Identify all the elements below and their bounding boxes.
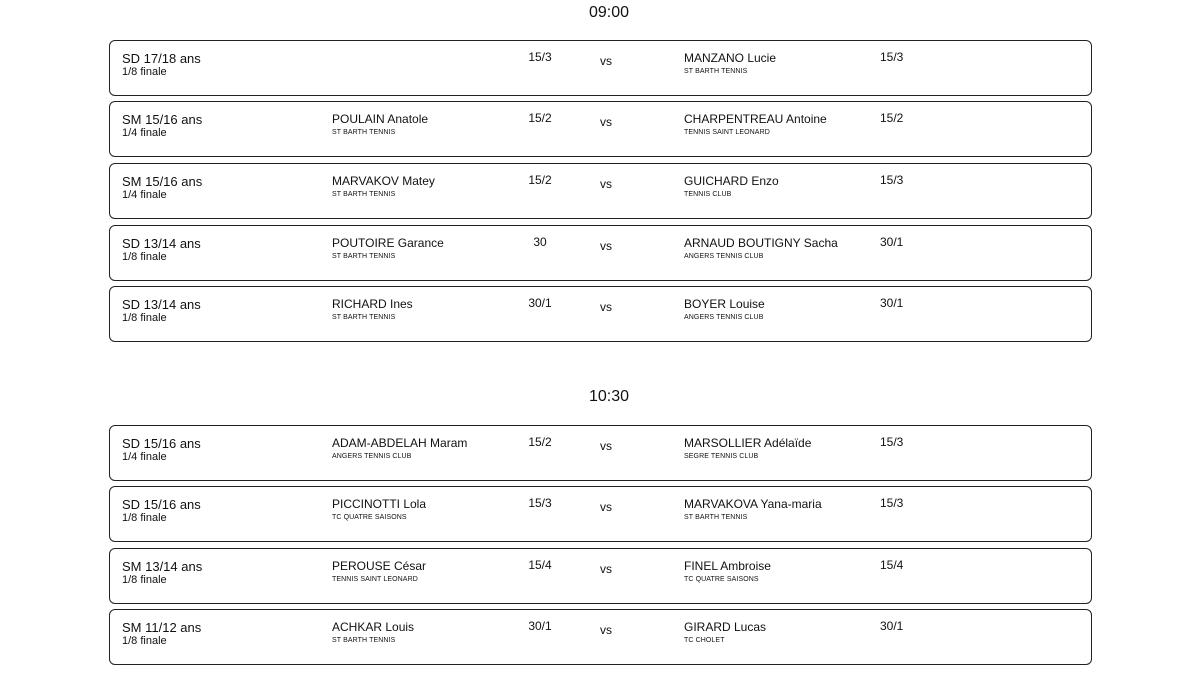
player1-name: POUTOIRE Garance	[332, 236, 444, 250]
player2-club: SEGRE TENNIS CLUB	[684, 453, 759, 460]
vs-label: vs	[600, 115, 612, 129]
vs-label: vs	[600, 300, 612, 314]
player2-rank: 30/1	[880, 296, 904, 310]
player1-rank: 30	[533, 235, 547, 249]
vs-label: vs	[600, 239, 612, 253]
player1-club: ST BARTH TENNIS	[332, 314, 396, 321]
player2-name: ARNAUD BOUTIGNY Sacha	[684, 236, 838, 250]
session-time-header: 10:30	[588, 388, 630, 405]
vs-label: vs	[600, 500, 612, 514]
player1-club: ANGERS TENNIS CLUB	[332, 453, 412, 460]
player1-club: TC QUATRE SAISONS	[332, 514, 407, 521]
match-round: 1/8 finale	[122, 312, 167, 324]
match-card	[109, 548, 1092, 604]
match-category: SM 15/16 ans	[122, 174, 203, 189]
player2-rank: 30/1	[880, 235, 904, 249]
player2-name: MANZANO Lucie	[684, 51, 777, 65]
match-round: 1/4 finale	[122, 127, 167, 139]
player2-rank: 15/3	[880, 173, 904, 187]
player1-rank: 15/3	[528, 50, 552, 64]
player1-rank: 15/2	[528, 435, 552, 449]
match-card	[109, 609, 1092, 665]
player1-name: RICHARD Ines	[332, 297, 413, 311]
player2-name: MARVAKOVA Yana-maria	[684, 497, 822, 511]
player2-rank: 15/4	[880, 558, 904, 572]
match-round: 1/8 finale	[122, 512, 167, 524]
match-category: SM 11/12 ans	[122, 620, 202, 635]
player2-name: MARSOLLIER Adélaïde	[684, 436, 812, 450]
vs-label: vs	[600, 623, 612, 637]
player1-club: ST BARTH TENNIS	[332, 253, 396, 260]
player2-name: FINEL Ambroise	[684, 559, 771, 573]
player2-name: BOYER Louise	[684, 297, 765, 311]
vs-label: vs	[600, 177, 612, 191]
player1-rank: 30/1	[528, 619, 552, 633]
player1-rank: 15/2	[528, 173, 552, 187]
player2-name: GIRARD Lucas	[684, 620, 767, 634]
match-category: SD 13/14 ans	[122, 297, 201, 312]
player2-club: ANGERS TENNIS CLUB	[684, 253, 764, 260]
player2-club: TENNIS SAINT LEONARD	[684, 129, 770, 136]
match-round: 1/8 finale	[122, 66, 167, 78]
match-card	[109, 40, 1092, 96]
player2-rank: 15/3	[880, 496, 904, 510]
player2-club: TENNIS CLUB	[684, 191, 732, 198]
player1-name: PEROUSE César	[332, 559, 427, 573]
player1-name: ADAM-ABDELAH Maram	[332, 436, 468, 450]
player2-rank: 15/3	[880, 435, 904, 449]
match-round: 1/4 finale	[122, 451, 167, 463]
match-category: SD 17/18 ans	[122, 51, 201, 66]
match-round: 1/8 finale	[122, 635, 167, 647]
vs-label: vs	[600, 439, 612, 453]
player1-name: POULAIN Anatole	[332, 112, 429, 126]
match-round: 1/8 finale	[122, 251, 167, 263]
match-category: SM 15/16 ans	[122, 112, 203, 127]
match-category: SM 13/14 ans	[122, 559, 203, 574]
player2-club: ST BARTH TENNIS	[684, 514, 748, 521]
player2-rank: 15/2	[880, 111, 904, 125]
player1-rank: 15/3	[528, 496, 552, 510]
player2-club: ANGERS TENNIS CLUB	[684, 314, 764, 321]
player1-club: ST BARTH TENNIS	[332, 191, 396, 198]
vs-label: vs	[600, 562, 612, 576]
vs-label: vs	[600, 54, 612, 68]
match-card	[109, 286, 1092, 342]
match-round: 1/4 finale	[122, 189, 167, 201]
player2-name: GUICHARD Enzo	[684, 174, 779, 188]
player1-club: ST BARTH TENNIS	[332, 129, 396, 136]
player2-club: TC CHOLET	[684, 637, 725, 644]
player1-name: ACHKAR Louis	[332, 620, 415, 634]
player1-rank: 30/1	[528, 296, 552, 310]
match-category: SD 13/14 ans	[122, 236, 201, 251]
player1-name: PICCINOTTI Lola	[332, 497, 427, 511]
player1-rank: 15/4	[528, 558, 552, 572]
player1-club: TENNIS SAINT LEONARD	[332, 576, 418, 583]
session-time-header: 09:00	[588, 4, 630, 21]
match-category: SD 15/16 ans	[122, 436, 201, 451]
match-round: 1/8 finale	[122, 574, 167, 586]
match-card	[109, 101, 1092, 157]
player2-rank: 30/1	[880, 619, 904, 633]
match-card	[109, 425, 1092, 481]
player2-club: ST BARTH TENNIS	[684, 68, 748, 75]
match-card	[109, 163, 1092, 219]
player1-name: MARVAKOV Matey	[332, 174, 435, 188]
match-card	[109, 225, 1092, 281]
player2-name: CHARPENTREAU Antoine	[684, 112, 827, 126]
match-category: SD 15/16 ans	[122, 497, 201, 512]
match-card	[109, 486, 1092, 542]
player2-rank: 15/3	[880, 50, 904, 64]
player1-club: ST BARTH TENNIS	[332, 637, 396, 644]
player1-rank: 15/2	[528, 111, 552, 125]
player2-club: TC QUATRE SAISONS	[684, 576, 759, 583]
